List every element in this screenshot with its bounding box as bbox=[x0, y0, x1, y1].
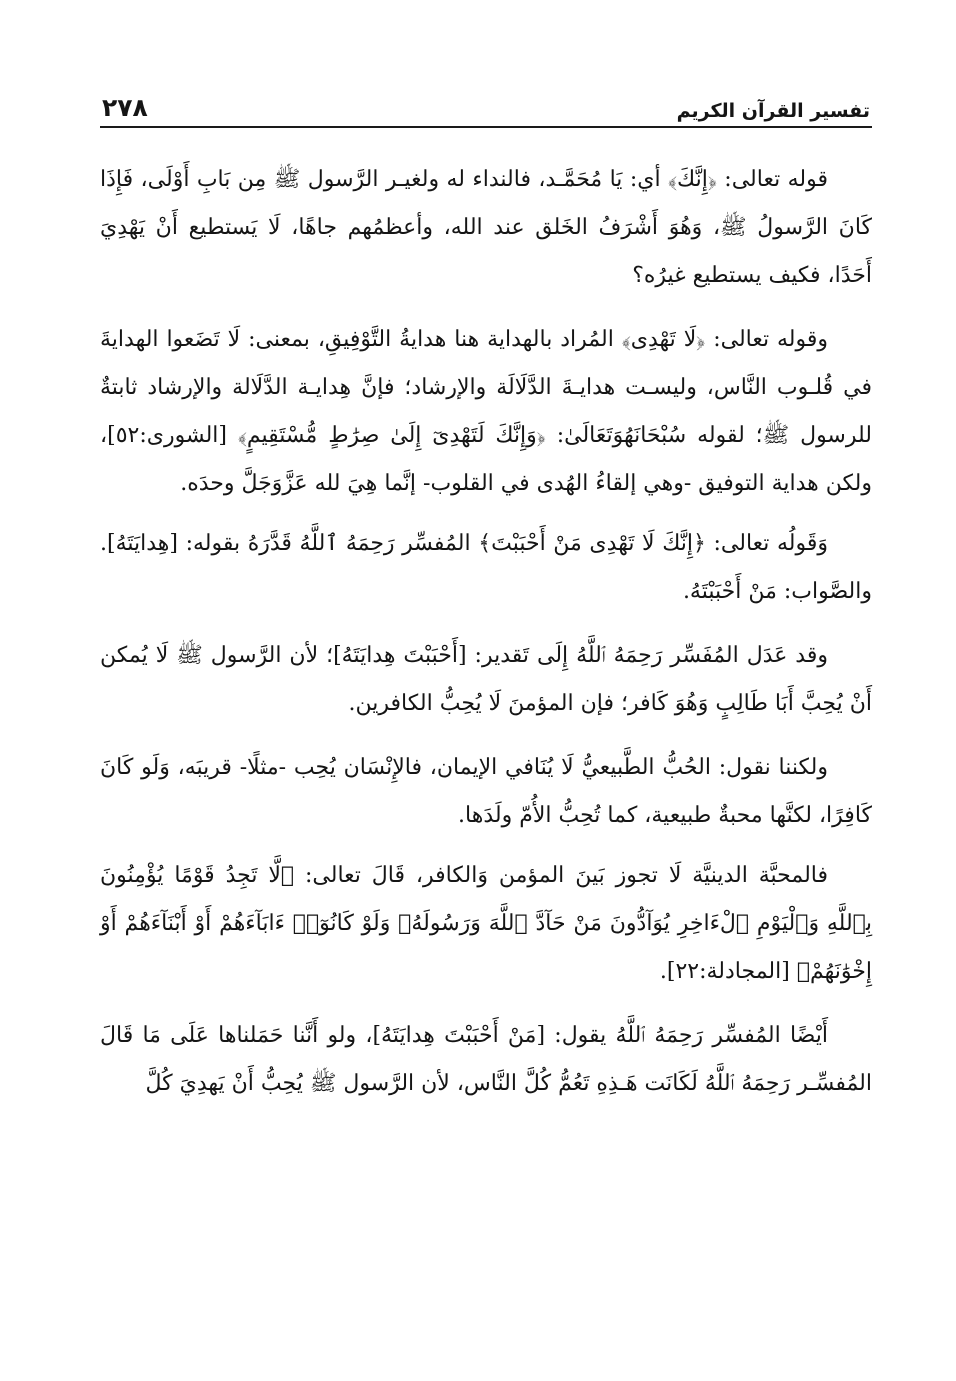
page-number: ٢٧٨ bbox=[102, 93, 148, 122]
paragraph: وقوله تعالى: ﴿لَا تَهْدِى﴾ المُراد بالهداية هنا هدايةُ التَّوْفِيقِ، بمعنى: لَا تَضَعوا الهدايةَ في قُلـوب النَّاس، وليسـت هدايـةَ الدَّلَالَة والإرشاد؛ فإنَّ هِدايـة الدَّلَالة والإرشاد ثابتةٌ للرسول ﷺ؛ لقوله سُبْحَانَهُوَتَعَالَىٰ: ﴿وَإِنَّكَ لَتَهْدِىٓ إِلَىٰ صِرَٰطٍ مُّسْتَقِيمٍ﴾ [الشورى:٥٢]، ولكن هداية التوفيق -وهي إلقاءُ الهُدى في القلوب- إنَّما هِيَ لله عَزَّوَجَلَّ وحدَه. bbox=[100, 327, 872, 496]
paragraph: وقد عَدَل المُفَسِّر رَحِمَهُ ٱللَّهُ إِلَى تَقدير: [أَحْبَبْتَ هِدايَتَهُ]؛ لأن الرَّسول ﷺ لَا يُمكن أَنْ يُحِبَّ أَبَا طَالِبٍ وَهُوَ كَافر؛ فإن المؤمنَ لَا يُحِبُّ الكافرين. bbox=[100, 643, 872, 716]
paragraph: فالمحبَّة الدينيَّة لَا تجوز بَينَ المؤمن وَالكافر، قَالَ تعالى: ﴿لَّا تَجِدُ قَوْمًا يُؤْمِنُونَ بِٱللَّهِ وَٱلْيَوْمِ ٱلْءَاخِرِ يُوَآدُّونَ مَنْ حَآدَّ ٱللَّهَ وَرَسُولَهُۥ وَلَوْ كَانُوٓا۟ ءَابَآءَهُمْ أَوْ أَبْنَآءَهُمْ أَوْ إِخْوَٰنَهُمْ﴾ [المجادلة:٢٢]. bbox=[100, 863, 872, 984]
paragraph: أَيْضًا المُفسِّر رَحِمَهُ ٱللَّهُ يقول: [مَنْ أَحْبَبْتَ هِدايَتَهُ]، ولو أَنَّنا حَمَلناها عَلَى مَا قَالَ المُفسِّـر رَحِمَهُ ٱللَّهُ لَكَانَت هَـذِهِ تَعُمُّ كُلَّ النَّاس، لأن الرَّسول ﷺ يُحِبُّ أَنْ يَهدِيَ كُلَّ bbox=[100, 1023, 872, 1096]
page bbox=[100, 86, 872, 1124]
book-title: تفسير القرآن الكريم bbox=[676, 100, 870, 122]
paragraph: وَقَولُه تعالى: ﴿إِنَّكَ لَا تَهْدِى مَنْ أَحْبَبْتَ﴾ المُفسِّر رَحِمَهُ ٱللَّهُ قَدَّرَهُ بقوله: [هِدايَتَهُ]. والصَّواب: مَنْ أَحْبَبْتَهُ. bbox=[100, 531, 872, 604]
page-header bbox=[100, 86, 872, 128]
paragraph: قوله تعالى: ﴿إِنَّكَ﴾ أي: يَا مُحَمَّـد، فالنداء له ولغيـر الرَّسول ﷺ مِن بَابِ أَوْلَى، فَإِذَا كَانَ الرَّسولُ ﷺ، وَهُوَ أَشْرَفُ الخَلق عند الله، وأعظمُهم جاهًا، لَا يَستطيع أَنْ يَهْدِيَ أَحَدًا، فكيف يستطيع غيرُه؟ bbox=[100, 167, 872, 288]
page-body bbox=[100, 156, 872, 1108]
paragraph: ولكننا نقول: الحُبُّ الطَّبيعيُّ لَا يُنَافي الإيمان، فالإِنْسَان يُحِب -مثلًا- قريبَه، وَلَو كَانَ كَافِرًا، لكنَّها محبةٌ طبيعية، كما تُحِبُّ الأُمّ ولَدَها. bbox=[100, 755, 872, 828]
